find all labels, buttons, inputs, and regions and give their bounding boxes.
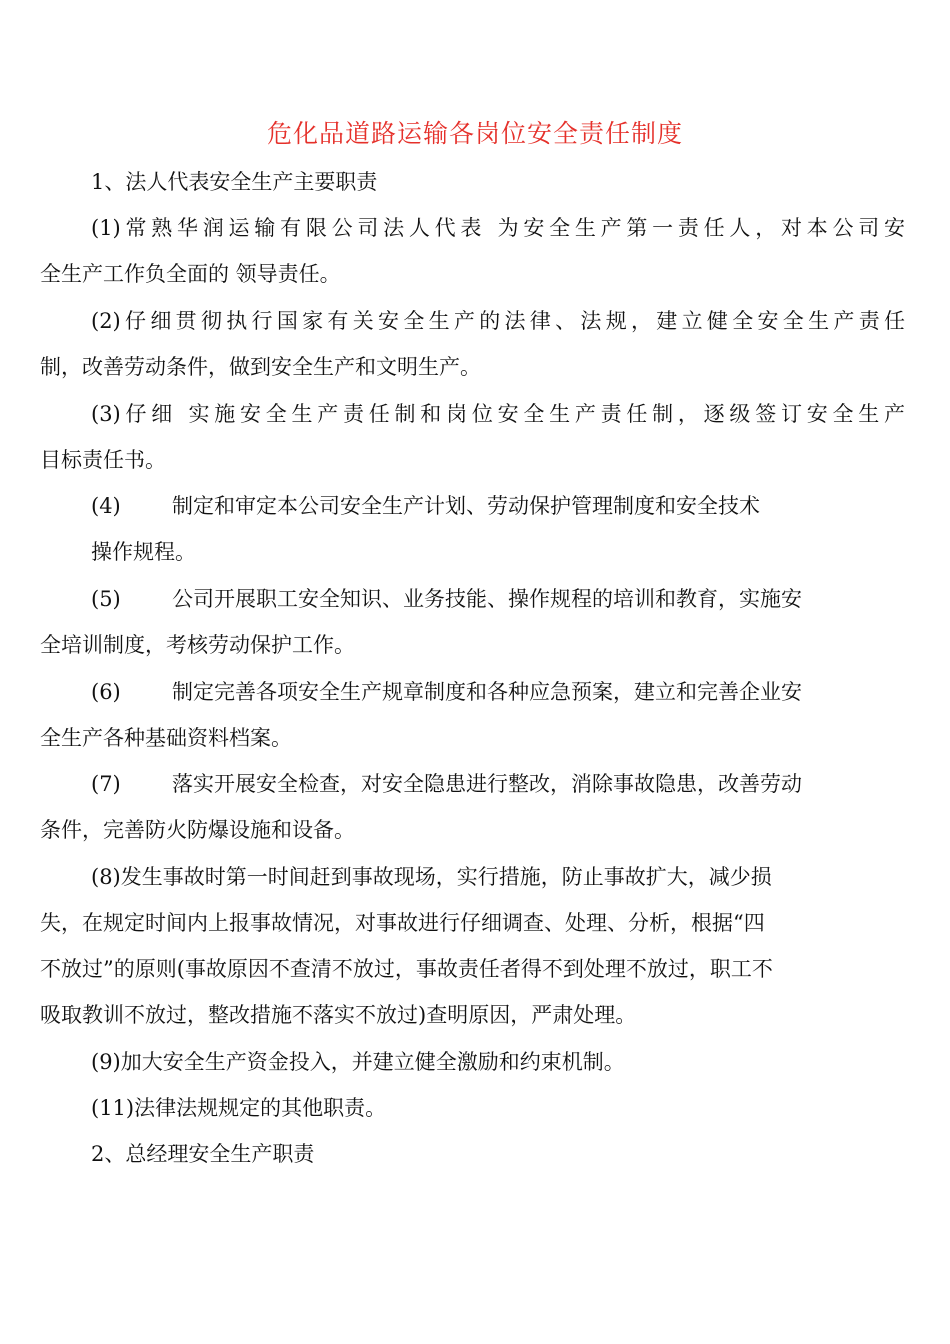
paragraph-6-line-1 (91, 678, 802, 706)
paragraph-7-text: 落实开展安全检查，对安全隐患进行整改，消除事故隐患，改善劳动 (172, 772, 802, 796)
paragraph-7-number: (7) (91, 772, 121, 796)
paragraph-1-line-1: (1)常熟华润运输有限公司法人代表 为安全生产第一责任人，对本公司安 (91, 216, 905, 240)
section-heading-2: 2、总经理安全生产职责 (91, 1142, 315, 1166)
paragraph-11: (11)法律法规规定的其他职责。 (91, 1096, 387, 1120)
paragraph-8-line-4: 吸取教训不放过，整改措施不落实不放过)查明原因，严肃处理。 (40, 1003, 637, 1027)
paragraph-7-line-1 (91, 770, 802, 798)
paragraph-8-line-2: 失，在规定时间内上报事故情况，对事故进行仔细调查、处理、分析，根据“四 (40, 911, 765, 935)
paragraph-7-line-2: 条件，完善防火防爆设施和设备。 (40, 818, 355, 842)
paragraph-9: (9)加大安全生产资金投入，并建立健全激励和约束机制。 (91, 1050, 625, 1074)
paragraph-5-number: (5) (91, 587, 121, 611)
paragraph-2-line-2: 制，改善劳动条件，做到安全生产和文明生产。 (40, 355, 481, 379)
paragraph-4-text: 制定和审定本公司安全生产计划、劳动保护管理制度和安全技术 (172, 494, 760, 518)
paragraph-4-line-2: 操作规程。 (91, 540, 196, 564)
paragraph-5-text: 公司开展职工安全知识、业务技能、操作规程的培训和教育，实施安 (172, 587, 802, 611)
paragraph-8-line-3: 不放过”的原则(事故原因不查清不放过，事故责任者得不到处理不放过，职工不 (40, 957, 773, 981)
paragraph-5-line-1 (91, 585, 802, 613)
paragraph-2-line-1: (2)仔细贯彻执行国家有关安全生产的法律、法规，建立健全安全生产责任 (91, 309, 905, 333)
paragraph-3-line-2: 目标责任书。 (40, 448, 166, 472)
paragraph-1-line-2: 全生产工作负全面的 领导责任。 (40, 262, 341, 286)
paragraph-4-number: (4) (91, 494, 121, 518)
section-heading-1: 1、法人代表安全生产主要职责 (91, 170, 378, 194)
paragraph-6-number: (6) (91, 680, 121, 704)
paragraph-5-line-2: 全培训制度，考核劳动保护工作。 (40, 633, 355, 657)
paragraph-4-line-1 (91, 492, 760, 520)
paragraph-6-line-2: 全生产各种基础资料档案。 (40, 726, 292, 750)
document-title: 危化品道路运输各岗位安全责任制度 (266, 119, 683, 148)
paragraph-3-line-1: (3)仔细 实施安全生产责任制和岗位安全生产责任制，逐级签订安全生产 (91, 402, 905, 426)
paragraph-6-text: 制定完善各项安全生产规章制度和各种应急预案，建立和完善企业安 (172, 680, 802, 704)
paragraph-8-line-1: (8)发生事故时第一时间赶到事故现场，实行措施，防止事故扩大，减少损 (91, 865, 772, 889)
